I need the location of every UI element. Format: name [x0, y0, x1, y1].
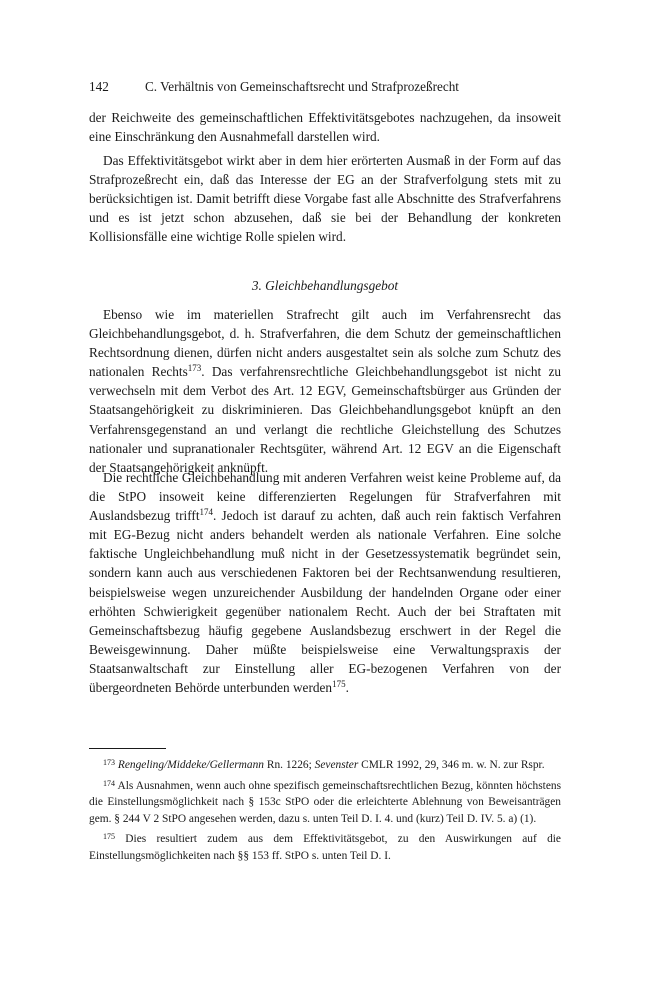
text-run: .	[345, 680, 349, 696]
footnote-number: 175	[103, 832, 115, 841]
footnote-175	[89, 831, 561, 864]
paragraph-text	[89, 468, 561, 697]
section-heading: 3. Gleichbehandlungsgebot	[251, 278, 399, 293]
running-head	[89, 79, 561, 95]
footnote-ref-175[interactable]: 175	[332, 679, 346, 690]
footnote-174	[89, 778, 561, 828]
running-head-title: C. Verhältnis von Gemeinschaftsrecht und Strafprozeßrecht	[145, 79, 459, 94]
paragraph-text: Das Effektivitätsgebot wirkt aber in dem hier erörterten Ausmaß in der Form auf das Strafprozeßrecht ein, daß das Interesse der EG an der Strafverfolgung stets mit zu berücksichtigen ist. Damit betrifft diese Vorgabe fast alle Abschnitte des Strafverfahrens und es ist jetzt schon abzusehen, daß sie bei der Behandlung der konkreten Kollisionsfälle eine wichtige Rolle spielen wird.	[89, 153, 561, 245]
footnote-173	[89, 757, 561, 774]
paragraph-1	[89, 151, 561, 246]
footnote-text: CMLR 1992, 29, 346 m. w. N. zur Rspr.	[358, 759, 545, 771]
footnote-ref-174[interactable]: 174	[199, 507, 214, 518]
footnote-number: 173	[103, 758, 115, 767]
page-number: 142	[89, 79, 109, 94]
text-run: Die rechtliche Gleichbehandlung mit anderen Verfahren weist keine Probleme auf, da die StPO insoweit keine differenzierten Regelungen für Strafverfahren mit Auslandsbezug trifft	[89, 470, 561, 524]
continued-paragraph	[89, 108, 561, 146]
footnote-author: Sevenster	[314, 759, 359, 771]
paragraph-text	[89, 305, 561, 477]
footnote-text: Rn. 1226;	[264, 759, 315, 771]
footnotes	[89, 757, 561, 868]
text-run: . Das verfahrensrechtliche Gleichbehandlungsgebot ist nicht zu verwechseln mit dem Verbot des Art. 12 EGV, Gemeinschaftsbürger aus Gründen der Staatsangehörigkeit zu diskriminieren. Das Gleichbehandlungsgebot knüpft an den Verfahrensgegenstand an und verlangt die rechtliche Gleichstellung des Schutzes nationaler und supranationaler Rechtsgüter, während Art. 12 EGV an die Eigenschaft der Staatsangehörigkeit anknüpft.	[89, 364, 561, 475]
footnote-divider	[89, 748, 166, 749]
paragraph-3	[89, 468, 561, 697]
footnote-number: 174	[103, 778, 115, 788]
footnote-text: Dies resultiert zudem aus dem Effektivitätsgebot, zu den Auswirkungen auf die Einstellungsmöglichkeiten nach §§ 153 ff. StPO s. unten Teil D. I.	[89, 833, 561, 862]
paragraph-2	[89, 305, 561, 477]
text-run: . Jedoch ist darauf zu achten, daß auch rein faktisch Verfahren mit EG-Bezug nicht anders behandelt werden als nationale Verfahren. Eine solche faktische Ungleichbehandlung muß nicht in der Gesetzessystematik begründet sein, sondern kann auch aus verschiedenen Faktoren bei der Rechtsanwendung resultieren, beispielsweise wegen unzureichender Ausbildung der handelnden Organe oder einer erhöhten Schwierigkeit gegenüber nationalem Recht. Auch der bei Straftaten mit Gemeinschaftsbezug häufig gegebene Auslandsbezug erschwert in der Regel die Beweisgewinnung. Daher müßte beispielsweise eine Verwaltungspraxis der Staatsanwaltschaft zur Einstellung aller EG-bezogenen Verfahren von der übergeordneten Behörde unterbunden werden	[89, 508, 561, 696]
footnote-text: Als Ausnahmen, wenn auch ohne spezifisch gemeinschaftsrechtlichen Bezug, könnten höchstens die Einstellungsmöglichkeit nach § 153c StPO oder die erleichterte Ablehnung von Beweisanträgen gem. § 244 V 2 StPO angesehen werden, dazu s. unten Teil D. I. 4. und (kurz) Teil D. IV. 5. a) (1).	[89, 779, 562, 825]
paragraph-text: der Reichweite des gemeinschaftlichen Effektivitätsgebotes nachzugehen, da insoweit eine Einschränkung den Ausnahmefall darstellen wird.	[89, 110, 561, 145]
text-run: Ebenso wie im materiellen Strafrecht gilt auch im Verfahrensrecht das Gleichbehandlungsgebot, d. h. Strafverfahren, die dem Schutz der gemeinschaftlichen Rechtsordnung dienen, dürfen nicht anders ausgestaltet sein als solche zum Schutz des nationalen Rechts	[89, 307, 561, 380]
footnote-author: Rengeling/Middeke/Gellermann	[117, 759, 264, 771]
footnote-ref-173[interactable]: 173	[187, 363, 202, 374]
